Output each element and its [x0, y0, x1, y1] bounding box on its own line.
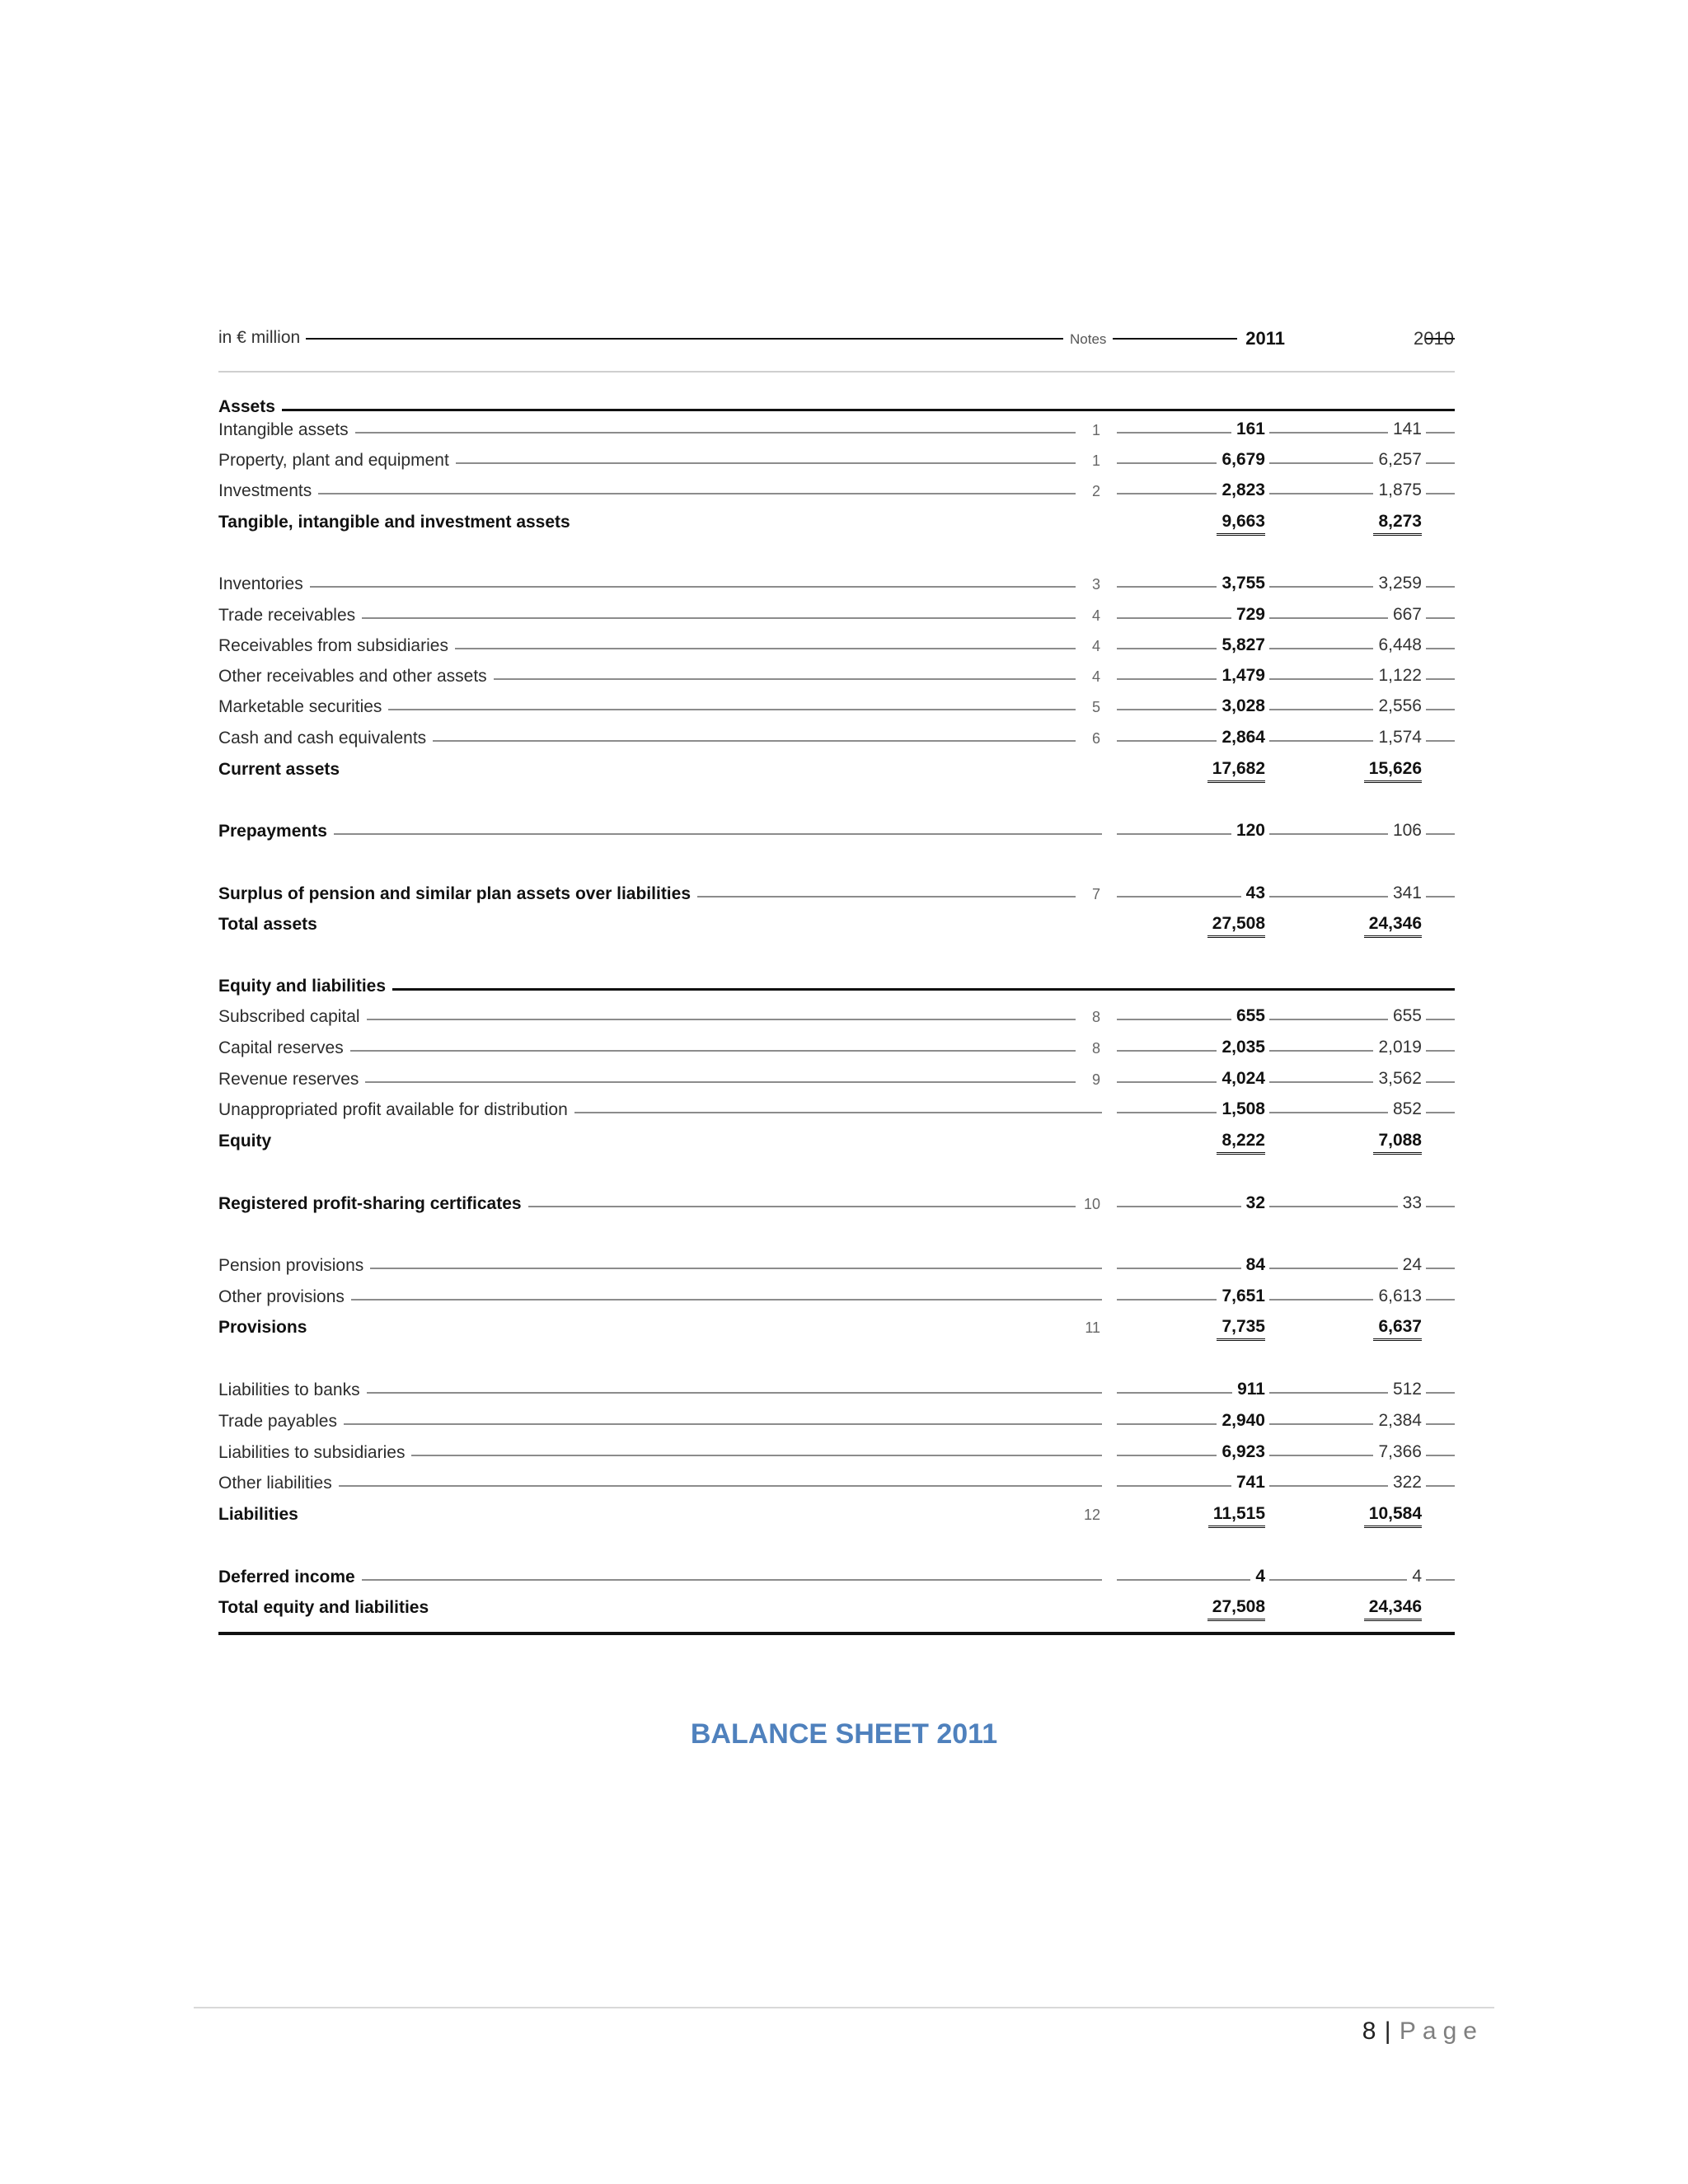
value-2011: 2,035: [1117, 1038, 1265, 1057]
row-note: 5: [1076, 699, 1104, 716]
row-label: Other provisions: [218, 1287, 351, 1307]
value-2010: 10,584: [1269, 1504, 1422, 1524]
table-row: [218, 1408, 1455, 1436]
value-2011: 43: [1117, 883, 1265, 903]
section-rule: [218, 988, 1455, 991]
row-label: Intangible assets: [218, 420, 355, 440]
row-label: Other receivables and other assets: [218, 667, 494, 687]
subtotal-row: [218, 1595, 1455, 1623]
subtotal-row: [218, 1128, 1455, 1156]
table-row: [218, 694, 1455, 722]
row-leader: [218, 833, 1102, 835]
row-leader-tail: [1426, 1299, 1455, 1301]
row-leader-tail: [1426, 1455, 1455, 1456]
table-bottom-rule: [218, 1632, 1455, 1635]
row-note: 3: [1076, 576, 1104, 593]
table-row: [218, 478, 1455, 506]
row-leader-tail: [1426, 617, 1455, 619]
row-leader-tail: [1426, 493, 1455, 494]
value-2011: 4,024: [1117, 1069, 1265, 1089]
value-2010: 24,346: [1269, 914, 1422, 934]
table-row: [218, 1284, 1455, 1312]
value-2011: 2,940: [1117, 1411, 1265, 1431]
row-leader-tail: [1426, 648, 1455, 649]
table-row: [218, 1253, 1455, 1281]
value-2010: 24,346: [1269, 1597, 1422, 1617]
value-2011: 741: [1117, 1473, 1265, 1493]
row-leader-tail: [1426, 740, 1455, 742]
row-leader-tail: [1426, 709, 1455, 710]
table-row: [218, 633, 1455, 661]
row-leader-tail: [1426, 1485, 1455, 1487]
value-2011: 655: [1117, 1006, 1265, 1026]
row-label: Liabilities to subsidiaries: [218, 1443, 411, 1463]
value-2011: 120: [1117, 821, 1265, 841]
year-current-header: 2011: [1142, 328, 1290, 349]
value-2010: 1,574: [1269, 728, 1422, 748]
row-note: 8: [1076, 1040, 1104, 1057]
subtotal-row: [218, 1315, 1455, 1343]
section-heading: [218, 973, 1455, 1001]
row-label: Property, plant and equipment: [218, 451, 456, 471]
row-label: Registered profit-sharing certificates: [218, 1194, 528, 1214]
table-row: [218, 602, 1455, 630]
value-2011: 6,679: [1117, 450, 1265, 470]
row-label: Pension provisions: [218, 1256, 370, 1276]
row-leader-tail: [1426, 1392, 1455, 1394]
value-2011: 3,755: [1117, 574, 1265, 593]
table-row: [218, 1564, 1455, 1592]
value-2010: 1,122: [1269, 666, 1422, 686]
row-leader-tail: [1426, 432, 1455, 434]
row-leader: [218, 1423, 1102, 1425]
figure-caption: BALANCE SHEET 2011: [690, 1718, 998, 1750]
value-2011: 161: [1117, 419, 1265, 439]
row-note: 6: [1076, 730, 1104, 748]
row-leader-tail: [1426, 586, 1455, 588]
value-2011: 3,028: [1117, 696, 1265, 716]
row-note: 4: [1076, 607, 1104, 625]
table-row: [218, 1066, 1455, 1094]
page-number-footer: [1352, 2018, 1484, 2046]
value-2010: 6,257: [1269, 450, 1422, 470]
row-note: 4: [1076, 668, 1104, 686]
row-leader: [218, 586, 1102, 588]
footer-rule: [194, 2007, 1494, 2008]
value-2010: 512: [1269, 1380, 1422, 1399]
value-2010: 33: [1269, 1193, 1422, 1213]
table-row: [218, 1097, 1455, 1125]
row-leader-tail: [1426, 1019, 1455, 1020]
value-2011: 5,827: [1117, 635, 1265, 655]
value-2010: 3,562: [1269, 1069, 1422, 1089]
row-leader-tail: [1426, 1423, 1455, 1425]
section-rule: [218, 409, 1455, 411]
row-leader-tail: [1426, 1050, 1455, 1052]
row-leader-tail: [1426, 678, 1455, 680]
value-2011: 27,508: [1117, 914, 1265, 934]
row-label: Subscribed capital: [218, 1007, 367, 1027]
value-2010: 6,448: [1269, 635, 1422, 655]
value-2011: 84: [1117, 1255, 1265, 1275]
year-prior-header: 2010: [1306, 328, 1459, 349]
value-2010: 667: [1269, 605, 1422, 625]
row-label: Deferred income: [218, 1568, 362, 1587]
value-2010: 141: [1269, 419, 1422, 439]
table-row: [218, 1191, 1455, 1219]
value-2011: 9,663: [1117, 512, 1265, 532]
row-note: 1: [1076, 422, 1104, 439]
value-2011: 2,864: [1117, 728, 1265, 748]
value-2011: 8,222: [1117, 1131, 1265, 1151]
value-2011: 6,923: [1117, 1442, 1265, 1462]
row-leader: [218, 1485, 1102, 1487]
page-separator: |: [1384, 2018, 1392, 2045]
header-divider: [218, 371, 1455, 373]
row-note: 7: [1076, 886, 1104, 903]
table-row: [218, 1004, 1455, 1032]
row-note: 4: [1076, 638, 1104, 655]
value-2011: 2,823: [1117, 480, 1265, 500]
value-2011: 32: [1117, 1193, 1265, 1213]
value-2010: 7,366: [1269, 1442, 1422, 1462]
table-row: [218, 1035, 1455, 1063]
value-2010: 24: [1269, 1255, 1422, 1275]
value-2010: 322: [1269, 1473, 1422, 1493]
section-label: Equity and liabilities: [218, 977, 392, 996]
row-note: 10: [1076, 1196, 1104, 1213]
table-row: [218, 725, 1455, 753]
page-number: 8: [1362, 2018, 1377, 2045]
value-2011: 7,651: [1117, 1286, 1265, 1306]
row-label: Equity: [218, 1132, 278, 1151]
value-2010: 341: [1269, 883, 1422, 903]
subtotal-row: [218, 757, 1455, 785]
value-2010: 2,556: [1269, 696, 1422, 716]
notes-column-header: Notes: [1063, 331, 1113, 348]
row-label: Revenue reserves: [218, 1070, 365, 1090]
row-leader-tail: [1426, 1112, 1455, 1113]
row-note: 2: [1076, 483, 1104, 500]
table-row: [218, 881, 1455, 909]
value-2011: 1,508: [1117, 1099, 1265, 1119]
value-2011: 7,735: [1117, 1317, 1265, 1337]
value-2011: 27,508: [1117, 1597, 1265, 1617]
row-leader: [218, 493, 1102, 494]
row-note: 9: [1076, 1071, 1104, 1089]
row-label: Receivables from subsidiaries: [218, 636, 455, 656]
row-label: Inventories: [218, 574, 310, 594]
table-row: [218, 1470, 1455, 1498]
value-2011: 729: [1117, 605, 1265, 625]
subtotal-row: [218, 1502, 1455, 1530]
row-label: Tangible, intangible and investment assets: [218, 513, 577, 532]
row-label: Liabilities: [218, 1505, 305, 1525]
row-label: Cash and cash equivalents: [218, 729, 433, 748]
value-2011: 4: [1117, 1567, 1265, 1586]
row-label: Unappropriated profit available for distribution: [218, 1100, 574, 1120]
row-label: Prepayments: [218, 822, 334, 841]
row-leader-tail: [1426, 462, 1455, 464]
row-label: Provisions: [218, 1318, 313, 1338]
value-2010: 3,259: [1269, 574, 1422, 593]
table-row: [218, 417, 1455, 445]
row-label: Liabilities to banks: [218, 1380, 367, 1400]
value-2010: 4: [1269, 1567, 1422, 1586]
value-2010: 6,637: [1269, 1317, 1422, 1337]
row-leader-tail: [1426, 1579, 1455, 1581]
row-label: Other liabilities: [218, 1474, 339, 1493]
row-label: Surplus of pension and similar plan assets over liabilities: [218, 884, 697, 904]
row-label: Capital reserves: [218, 1038, 350, 1058]
value-2011: 11,515: [1117, 1504, 1265, 1524]
row-leader-tail: [1426, 1268, 1455, 1269]
value-2010: 7,088: [1269, 1131, 1422, 1151]
row-leader-tail: [1426, 833, 1455, 835]
row-note: 1: [1076, 452, 1104, 470]
value-2010: 2,019: [1269, 1038, 1422, 1057]
table-row: [218, 663, 1455, 691]
value-2010: 15,626: [1269, 759, 1422, 779]
value-2010: 106: [1269, 821, 1422, 841]
page-word: Page: [1399, 2018, 1484, 2045]
row-label: Current assets: [218, 760, 346, 780]
header-rule: [306, 338, 1278, 340]
row-leader: [218, 1050, 1102, 1052]
row-leader-tail: [1426, 1206, 1455, 1207]
value-2010: 6,613: [1269, 1286, 1422, 1306]
value-2011: 1,479: [1117, 666, 1265, 686]
table-row: [218, 448, 1455, 476]
row-label: Investments: [218, 481, 318, 501]
row-leader-tail: [1426, 1081, 1455, 1083]
value-2011: 911: [1117, 1380, 1265, 1399]
table-row: [218, 1440, 1455, 1468]
table-header: [218, 321, 1455, 354]
table-row: [218, 571, 1455, 599]
row-label: Marketable securities: [218, 697, 388, 717]
value-2010: 655: [1269, 1006, 1422, 1026]
row-label: Trade payables: [218, 1412, 344, 1432]
row-label: Trade receivables: [218, 606, 362, 626]
value-2010: 852: [1269, 1099, 1422, 1119]
header-rule-tail: [1426, 338, 1455, 340]
row-note: 11: [1076, 1319, 1104, 1337]
table-row: [218, 1377, 1455, 1405]
unit-label: in € million: [218, 328, 305, 348]
row-label: Total assets: [218, 915, 324, 935]
row-note: 8: [1076, 1009, 1104, 1026]
subtotal-row: [218, 509, 1455, 537]
section-label: Assets: [218, 397, 282, 417]
subtotal-row: [218, 912, 1455, 940]
row-leader-tail: [1426, 896, 1455, 898]
value-2010: 8,273: [1269, 512, 1422, 532]
value-2010: 2,384: [1269, 1411, 1422, 1431]
value-2011: 17,682: [1117, 759, 1265, 779]
value-2010: 1,875: [1269, 480, 1422, 500]
row-label: Total equity and liabilities: [218, 1598, 435, 1618]
row-note: 12: [1076, 1507, 1104, 1524]
table-row: [218, 818, 1455, 846]
